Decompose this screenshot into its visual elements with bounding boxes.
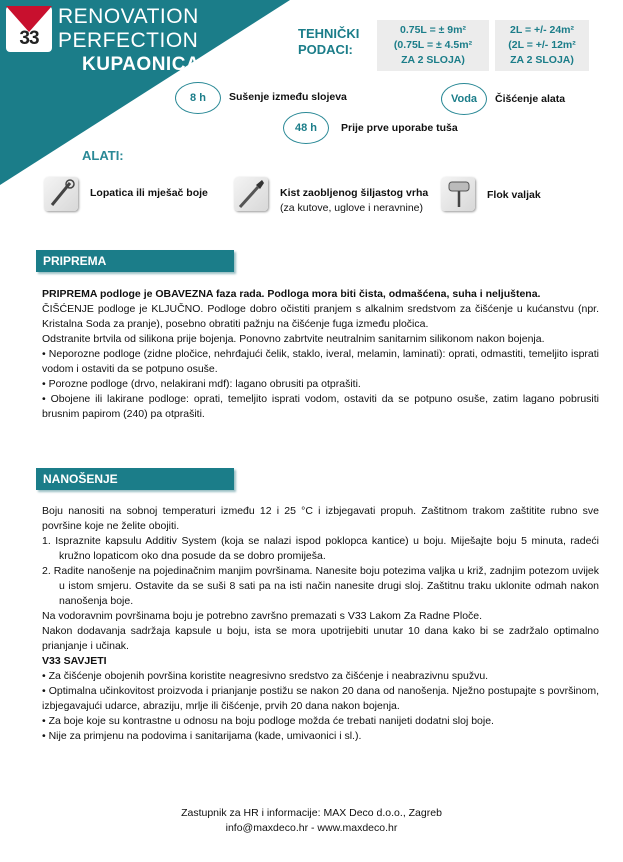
brand-line-2: PERFECTION: [58, 29, 199, 52]
tips-title: V33 SAVJETI: [42, 655, 107, 667]
nanosenje-paragraph-1: Boju nanositi na sobnoj temperaturi između 12 i 25 °C i izbjegavati propuh. Zaštitnom trakom zaštitite rubno sve površine koje ne želite obojiti.: [42, 505, 599, 532]
logo-number: 33: [19, 28, 39, 49]
tech-data-label: [298, 26, 359, 58]
roller-icon: [441, 177, 475, 211]
cure-time-label: Prije prve uporabe tuša: [341, 122, 458, 134]
priprema-paragraph-2: Odstranite brtvila od silikona prije bojenja. Ponovno zabrtvite neutralnim sanitarnim silikonom nakon bojenja.: [42, 333, 545, 345]
tool-2-label: Kist zaobljenog šiljastog vrha: [280, 187, 429, 199]
v33-logo: [6, 6, 52, 52]
coverage-large-line2: (2L = +/- 12m²: [508, 39, 576, 51]
nanosenje-paragraph-2: Na vodoravnim površinama boju je potrebno završno premazati s V33 Lakom Za Radne Ploče.: [42, 610, 483, 622]
coverage-small-line3: ZA 2 SLOJA): [401, 54, 465, 66]
priprema-bullet-1: • Neporozne podloge (zidne pločice, nehrđajući čelik, staklo, iveral, melamin, laminati): oprati, odmastiti, temeljito isprati vodom i ostaviti da se potpuno osuše.: [42, 348, 599, 375]
priprema-body: [42, 287, 599, 422]
priprema-paragraph-1: ČIŠĆENJE podloge je KLJUČNO. Podloge dobro očistiti pranjem s alkalnim sredstvom za čišćenje u kućanstvu (npr. Kristalna Soda za pranje), posebno obratiti pažnju na čišćenje fuga između pločica.: [42, 303, 599, 330]
nanosenje-step-1: 1. Ispraznite kapsulu Additiv System (koja se nalazi ispod poklopca kantice) u boju. Miješajte boju 5 minuta, radeći kružno lopaticom oko dna posude da se dobro promiješa.: [42, 535, 599, 562]
tech-label-line2: PODACI:: [298, 42, 353, 57]
brand-line-1: RENOVATION: [58, 5, 199, 28]
coverage-large-line1: 2L = +/- 24m²: [509, 24, 574, 36]
drying-time-label: Sušenje između slojeva: [229, 91, 347, 103]
nanosenje-body: [42, 504, 599, 744]
tech-label-line1: TEHNIČKI: [298, 26, 360, 41]
section-heading-nanosenje: NANOŠENJE: [36, 468, 234, 490]
tip-1: • Za čišćenje obojenih površina koristite neagresivno sredstvo za čišćenje i neabrazivnu spužvu.: [42, 670, 489, 682]
tool-2-text: [280, 186, 428, 216]
stirrer-icon: [44, 177, 78, 211]
drying-time-badge: 8 h: [175, 82, 221, 114]
footer-contact: info@maxdeco.hr - www.maxdeco.hr: [225, 822, 398, 834]
priprema-bullet-2: • Porozne podloge (drvo, nelakirani mdf): lagano obrusiti pa otprašiti.: [42, 378, 361, 390]
tip-3: • Za boje koje su kontrastne u odnosu na boju podloge možda će trebati nanijeti dodatni sloj boje.: [42, 715, 494, 727]
tools-title: ALATI:: [82, 148, 124, 163]
section-heading-priprema: PRIPREMA: [36, 250, 234, 272]
coverage-box-small: [377, 20, 489, 71]
coverage-small-line1: 0.75L = ± 9m²: [400, 24, 466, 36]
tool-1-label: Lopatica ili mješač boje: [90, 187, 208, 199]
nanosenje-step-2: 2. Radite nanošenje na pojedinačnim manjim površinama. Nanesite boju potezima valjka u križ, zadnjim potezom uvijek u istom smjeru. Ostavite da se suši 8 sati pa na isti način nanesite drugi sloj. Zaštitnu traku uklonite odmah nakon nanošenja boje.: [42, 565, 599, 607]
coverage-box-large: [495, 20, 589, 71]
tip-2: • Optimalna učinkovitost proizvoda i prianjanje postižu se nakon 20 dana od nanošenja. Nježno postupajte s površinom, izbjegavajući udarce, abraziju, mrlje ili čišćenje, prvih 20 dana nakon bojenja.: [42, 685, 599, 712]
tool-2-note: (za kutove, uglove i neravnine): [280, 202, 423, 214]
tool-3-label: Flok valjak: [487, 189, 541, 201]
coverage-small-line2: (0.75L = ± 4.5m²: [393, 39, 473, 51]
priprema-bullet-3: • Obojene ili lakirane podloge: oprati, temeljito isprati vodom, ostaviti da se potpuno osuše, zatim lagano pobrusiti brusnim papirom (240) pa otprašiti.: [42, 393, 599, 420]
nanosenje-paragraph-3: Nakon dodavanja sadržaja kapsule u boju, ista se mora upotrijebiti unutar 10 dana kako bi se zadržalo optimalno prianjanje i učinak.: [42, 625, 599, 652]
footer: [0, 806, 623, 836]
priprema-intro: PRIPREMA podloge je OBAVEZNA faza rada. Podloga mora biti čista, odmašćena, suha i neljuštena.: [42, 288, 541, 300]
cure-time-badge: 48 h: [283, 112, 329, 144]
cleaning-agent-label: Čišćenje alata: [495, 93, 566, 105]
coverage-large-line3: ZA 2 SLOJA): [510, 54, 574, 66]
footer-distributor: Zastupnik za HR i informacije: MAX Deco d.o.o., Zagreb: [181, 807, 442, 819]
product-name: KUPAONICA: [82, 54, 201, 75]
cleaning-agent-badge: Voda: [441, 83, 487, 115]
tip-4: • Nije za primjenu na podovima i sanitarijama (kade, umivaonici i sl.).: [42, 730, 362, 742]
brush-icon: [234, 177, 268, 211]
